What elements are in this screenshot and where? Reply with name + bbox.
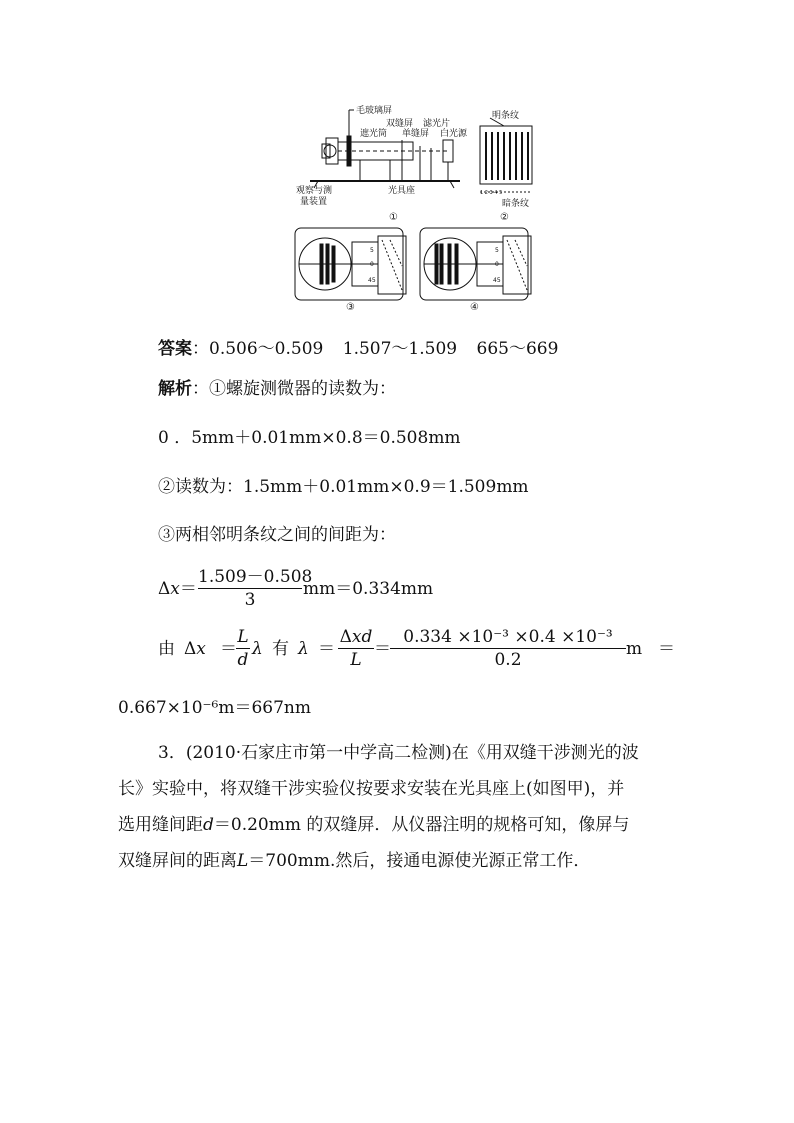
fraction-dxd-over-L: Δxd L (339, 627, 373, 670)
analysis-result: 0.667×10⁻⁶m＝667nm (118, 698, 311, 718)
svg-text:白光源: 白光源 (440, 129, 468, 139)
lambda-formula: 由 Δx ＝ $\frac{L}{d}$ λ 有 λ ＝ Δxd L ＝ $\frac{\text{0.334 ×10⁻³ ×0.4 ×10⁻³}}{0.2}$ m ＝ (158, 627, 675, 670)
question-line-1: 3．(2010·石家庄市第一中学高二检测)在《用双缝干涉测光的波 (158, 743, 639, 763)
answer-value-2: 1.507～1.509 (342, 339, 458, 359)
answer-value-3: 665～669 (476, 339, 559, 359)
answer-line: 答案：0.506～0.509 1.507～1.509 665～669 (158, 339, 559, 359)
answer-value-1: 0.506～0.509 (209, 339, 324, 359)
svg-text:暗条纹: 暗条纹 (502, 199, 530, 209)
delta-x-formula: Δx＝ $\frac{1.509-0.508}{3}$ mm＝0.334mm (158, 567, 434, 610)
svg-text:①: ① (389, 212, 398, 223)
svg-text:0: 0 (495, 261, 499, 268)
svg-text:③: ③ (346, 302, 355, 313)
svg-text:明条纹: 明条纹 (492, 111, 520, 121)
analysis-line-2: 0 ．5mm＋0.01mm×0.8＝0.508mm (158, 428, 461, 448)
fraction-delta-x: $\frac{1.509-0.508}{3}$ (198, 567, 313, 610)
fringe-pattern (480, 118, 532, 192)
svg-text:5: 5 (370, 247, 374, 254)
svg-text:滤光片: 滤光片 (423, 119, 451, 129)
svg-text:量装置: 量装置 (300, 197, 328, 207)
experiment-figure (290, 96, 560, 316)
question-line-2: 长》实验中，将双缝干涉实验仪按要求安装在光具座上(如图甲)，并 (118, 779, 625, 799)
svg-text:5: 5 (495, 247, 499, 254)
svg-text:45: 45 (368, 277, 376, 284)
answer-label: 答案 (158, 339, 192, 359)
svg-text:遮光筒: 遮光筒 (360, 129, 388, 139)
micrometer-view-4 (420, 228, 531, 300)
svg-text:光具座: 光具座 (388, 186, 416, 196)
svg-text:②: ② (500, 212, 509, 223)
svg-text:观察与测: 观察与测 (296, 186, 333, 196)
svg-text:1 2 3 4 5: 1 2 3 4 5 (480, 190, 503, 196)
svg-text:毛玻璃屏: 毛玻璃屏 (356, 106, 393, 116)
analysis-line-4: ③两相邻明条纹之间的间距为： (158, 525, 396, 545)
svg-text:双缝屏: 双缝屏 (386, 119, 414, 129)
question-line-3: 选用缝间距d＝0.20mm 的双缝屏．从仪器注明的规格可知，像屏与 (118, 815, 630, 835)
question-line-4: 双缝屏间的距离L＝700mm.然后，接通电源使光源正常工作． (118, 851, 591, 871)
micrometer-view-3 (295, 228, 406, 300)
svg-text:0: 0 (370, 261, 374, 268)
analysis-label: 解析 (158, 379, 192, 399)
fraction-l-over-d: $\frac{L}{d}$ (237, 627, 249, 670)
analysis-line-3: ②读数为：1.5mm＋0.01mm×0.9＝1.509mm (158, 477, 529, 497)
svg-text:④: ④ (470, 302, 479, 313)
svg-text:45: 45 (493, 277, 501, 284)
svg-text:单缝屏: 单缝屏 (402, 129, 430, 139)
analysis-line-1: 解析：①螺旋测微器的读数为： (158, 379, 396, 399)
fraction-lambda-value: $\frac{\text{0.334 ×10⁻³ ×0.4 ×10⁻³}}{0.2}$ (390, 626, 626, 671)
